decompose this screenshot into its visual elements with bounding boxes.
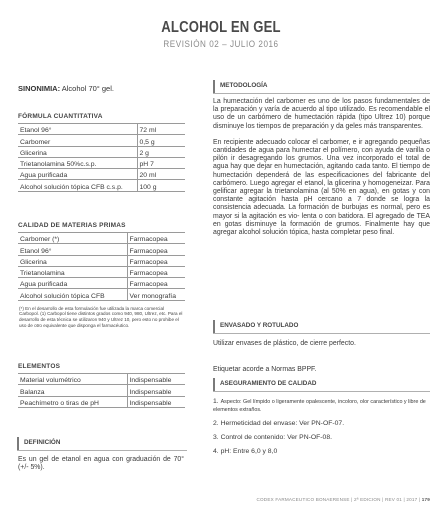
item-number: 2. — [213, 420, 219, 427]
metodologia-heading — [213, 80, 430, 94]
ingredient-name: Agua purificada — [18, 169, 137, 180]
calidad-section — [18, 222, 185, 328]
material-name: Alcohol solución tópica CFB — [18, 289, 127, 300]
list-item — [213, 420, 430, 428]
page-footer — [257, 497, 430, 502]
material-name: Etanol 96° — [18, 244, 127, 255]
ingredient-quantity: pH 7 — [137, 157, 185, 168]
table-row — [18, 244, 185, 255]
elementos-title: ELEMENTOS — [18, 363, 61, 370]
metodologia-paragraph-1: La humectación del carbomer es uno de los pasos fundamentales de la preparación y varía de acuerdo al tipo utilizado. Es recomendable el uso de un carbómero de humectación rápida (tipo Ultrez 10) porque disminuye los tiempos de preparación y da geles más transparentes. — [213, 98, 430, 130]
page-number: 179 — [421, 497, 430, 502]
element-name: Balanza — [18, 385, 127, 396]
table-row — [18, 169, 185, 180]
item-text: pH: Entre 6,0 y 8,0 — [220, 448, 278, 455]
ingredient-quantity: 20 ml — [137, 169, 185, 180]
item-text: Aspecto: Gel límpido o ligeramente opalescente, incoloro, olor característico y libre de elementos extraños. — [213, 399, 426, 413]
table-row — [18, 278, 185, 289]
ingredient-name: Etanol 96° — [18, 124, 137, 135]
ingredient-quantity: 72 ml — [137, 124, 185, 135]
ingredient-name: Carbomer — [18, 135, 137, 146]
aseguramiento-heading — [213, 378, 430, 392]
material-name: Glicerina — [18, 255, 127, 266]
heading-accent — [213, 80, 215, 94]
definicion-text: Es un gel de etanol en agua con graduación de 70° (+/- 5%). — [18, 456, 184, 472]
calidad-table — [18, 232, 185, 301]
calidad-footnote: (*) En el desarrollo de esta formulación fue utilizada la marca comercial Carbopol. (1) Carbopol tiene distintos grados como 940, 980, Ultrez, etc. Para el desarrollo de esta técnica se utilizaron 940 y Ultrez 10, pero esto no prohibe el uso de otro equivalente que disponga el farmacéutico. — [19, 305, 183, 328]
list-item — [213, 398, 430, 414]
table-row — [18, 233, 185, 244]
aseguramiento-list — [213, 398, 430, 462]
item-text: Hermeticidad del envase: Ver PN-OF-07. — [220, 420, 345, 427]
sinonimia-value: Alcohol 70° gel. — [61, 84, 114, 93]
material-reference: Farmacopea — [127, 255, 185, 266]
element-status: Indispensable — [127, 385, 185, 396]
table-row — [18, 289, 185, 300]
item-number: 4. — [213, 448, 219, 455]
revision-subtitle: REVISIÓN 02 – JULIO 2016 — [163, 39, 279, 49]
table-row — [18, 124, 185, 135]
formula-table — [18, 123, 185, 192]
material-name: Trietanolamina — [18, 266, 127, 277]
material-reference: Farmacopea — [127, 266, 185, 277]
metodologia-paragraph-2: En recipiente adecuado colocar el carbomer, e ir agregando pequeñas cantidades de agua para humectar el polímero, con ayuda de varilla o pilón ir desagregando los grumos. Una vez incorporado el total de agua hay que dejar en humectación, agitando cada tanto. El tiempo de humectación dependerá de las especificaciones del fabricante del carbómero. Luego agregar el etanol, la glicerina y homogeneizar. Para gelificar agregar la trietanolamina (al 50% en agua), en gotas y con constante agitación hasta pH cercano a 7 donde se logra la consistencia adecuada. La formación de burbujas es normal, pero es mayor si la agitación es vio- lenta o con batidora. El agregado de TEA en gotas disminuye la formación de grumos. Finalmente hay que agregar alcohol solución tópica, hasta completar peso final. — [213, 138, 430, 237]
page-title: ALCOHOL EN GEL — [161, 19, 281, 36]
heading-accent — [213, 378, 215, 392]
table-row — [18, 180, 185, 191]
ingredient-name: Trietanolamina 50%c.s.p. — [18, 157, 137, 168]
elementos-section — [18, 363, 185, 408]
envasado-paragraph-2: Etiquetar acorde a Normas BPPF. — [213, 366, 317, 373]
definicion-heading — [17, 437, 187, 451]
table-row — [18, 385, 185, 396]
sinonimia-label: SINONIMIA: — [18, 84, 61, 93]
list-item — [213, 448, 430, 456]
envasado-title: ENVASADO Y ROTULADO — [220, 322, 299, 329]
envasado-paragraph-1: Utilizar envases de plástico, de cierre perfecto. — [213, 340, 356, 347]
envasado-heading — [213, 320, 430, 334]
element-name: Material volumétrico — [18, 374, 127, 385]
heading-rule — [213, 93, 430, 94]
table-row — [18, 135, 185, 146]
element-status: Indispensable — [127, 374, 185, 385]
heading-rule — [213, 391, 430, 392]
table-row — [18, 146, 185, 157]
item-number: 1. — [213, 398, 219, 405]
table-row — [18, 374, 185, 385]
elementos-table — [18, 373, 185, 408]
sinonimia-line — [18, 84, 114, 93]
heading-rule — [17, 450, 187, 451]
definicion-title: DEFINICIÓN — [24, 439, 61, 446]
element-status: Indispensable — [127, 396, 185, 407]
heading-rule — [213, 333, 430, 334]
table-row — [18, 396, 185, 407]
list-item — [213, 434, 430, 442]
ingredient-name: Glicerina — [18, 146, 137, 157]
material-name: Agua purificada — [18, 278, 127, 289]
table-row — [18, 266, 185, 277]
material-reference: Farmacopea — [127, 278, 185, 289]
table-row — [18, 255, 185, 266]
calidad-title: CALIDAD DE MATERIAS PRIMAS — [18, 222, 126, 229]
ingredient-quantity: 0,5 g — [137, 135, 185, 146]
material-reference: Farmacopea — [127, 244, 185, 255]
material-name: Carbomer (*) — [18, 233, 127, 244]
item-number: 3. — [213, 434, 219, 441]
heading-accent — [17, 437, 19, 451]
metodologia-title: METODOLOGÍA — [220, 82, 268, 89]
item-text: Control de contenido: Ver PN-OF-08. — [220, 434, 333, 441]
material-reference: Farmacopea — [127, 233, 185, 244]
element-name: Peachímetro o tiras de pH — [18, 396, 127, 407]
aseguramiento-title: ASEGURAMIENTO DE CALIDAD — [220, 380, 317, 387]
heading-accent — [213, 320, 215, 334]
ingredient-name: Alcohol solución tópica CFB c.s.p. — [18, 180, 137, 191]
metodologia-body — [213, 98, 430, 237]
formula-section — [18, 113, 185, 192]
footer-text: CODEX FARMACEUTICO BONAERENSE | 2ª EDICION | REV 01 | 2017 | — [256, 497, 421, 502]
table-row — [18, 157, 185, 168]
formula-title: FÓRMULA CUANTITATIVA — [18, 113, 103, 120]
ingredient-quantity: 2 g — [137, 146, 185, 157]
material-reference: Ver monografía — [127, 289, 185, 300]
ingredient-quantity: 100 g — [137, 180, 185, 191]
